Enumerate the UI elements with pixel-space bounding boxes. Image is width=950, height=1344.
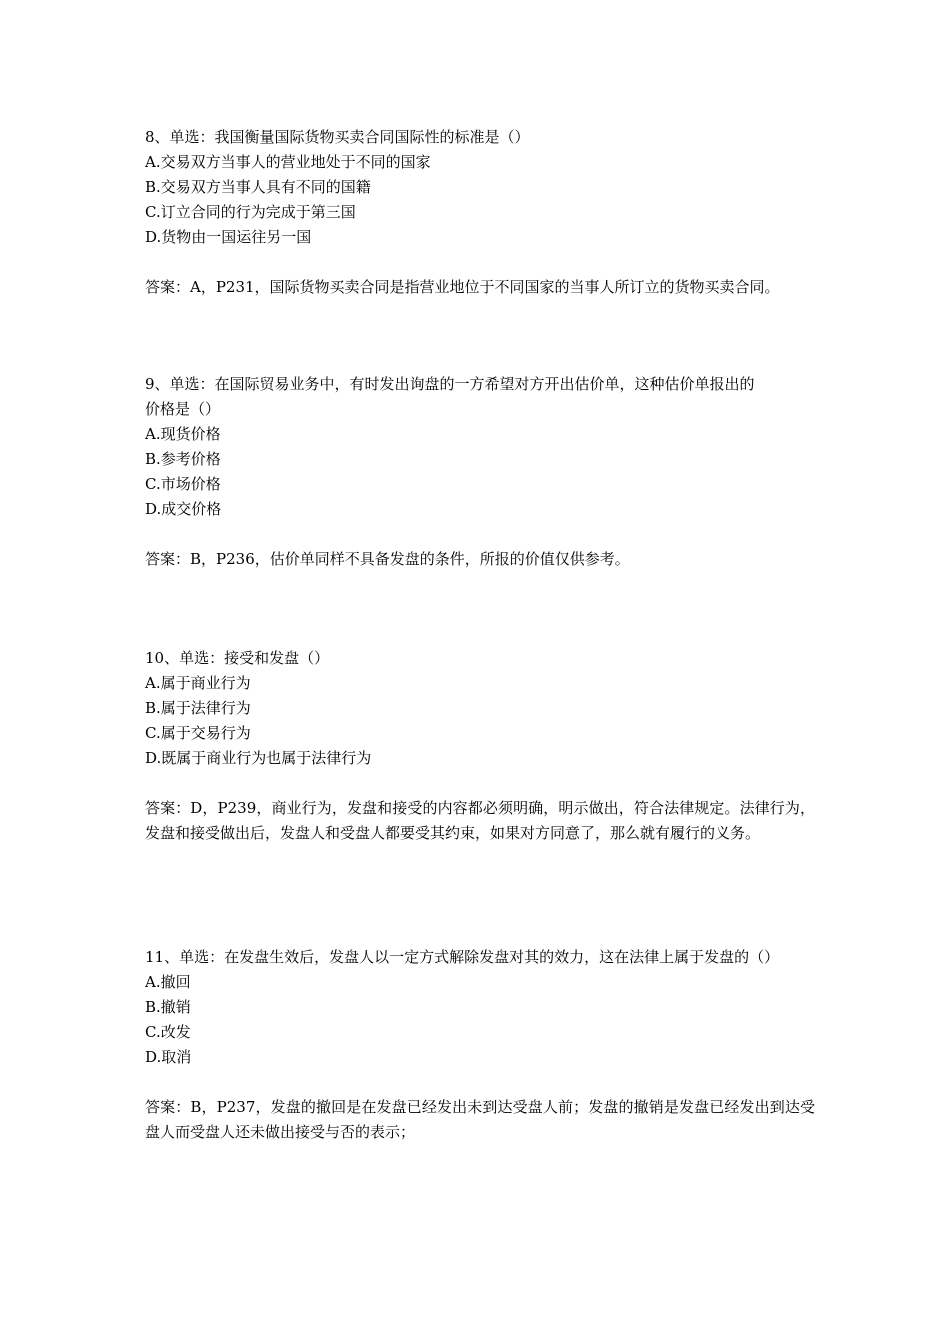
answer-text: 答案：A，P231，国际货物买卖合同是指营业地位于不同国家的当事人所订立的货物买卖合同。 <box>145 278 780 296</box>
question-stem: 10、单选：接受和发盘（） <box>145 649 330 667</box>
question-stem: 8、单选：我国衡量国际货物买卖合同国际性的标准是（） <box>145 128 530 146</box>
option-b: B.属于法律行为 <box>145 699 251 717</box>
question-9 <box>145 372 825 572</box>
answer-text: 答案：B，P236，估价单同样不具备发盘的条件，所报的价值仅供参考。 <box>145 550 630 568</box>
option-b: B.参考价格 <box>145 450 221 468</box>
option-d: D.既属于商业行为也属于法律行为 <box>145 749 372 767</box>
answer-text: 答案：B，P237，发盘的撤回是在发盘已经发出未到达受盘人前；发盘的撤销是发盘已经发出到达受盘人而受盘人还未做出接受与否的表示； <box>145 1098 815 1141</box>
option-c: C.市场价格 <box>145 475 221 493</box>
option-c: C.改发 <box>145 1023 191 1041</box>
question-stem-continued: 价格是（） <box>145 400 221 418</box>
option-a: A.撤回 <box>145 973 191 991</box>
answer-text: 答案：D，P239，商业行为，发盘和接受的内容都必须明确，明示做出，符合法律规定。法律行为，发盘和接受做出后，发盘人和受盘人都要受其约束，如果对方同意了，那么就有履行的义务。 <box>145 799 815 842</box>
question-11 <box>145 945 825 1145</box>
option-d: D.货物由一国运往另一国 <box>145 228 312 246</box>
option-c: C.属于交易行为 <box>145 724 251 742</box>
option-a: A.属于商业行为 <box>145 674 251 692</box>
option-d: D.成交价格 <box>145 500 222 518</box>
option-c: C.订立合同的行为完成于第三国 <box>145 203 356 221</box>
question-10 <box>145 646 825 846</box>
option-a: A.交易双方当事人的营业地处于不同的国家 <box>145 153 431 171</box>
question-8 <box>145 125 825 300</box>
question-stem: 11、单选：在发盘生效后，发盘人以一定方式解除发盘对其的效力，这在法律上属于发盘的（） <box>145 948 780 966</box>
question-stem: 9、单选：在国际贸易业务中，有时发出询盘的一方希望对方开出估价单，这种估价单报出的 <box>145 375 755 393</box>
option-d: D.取消 <box>145 1048 192 1066</box>
option-a: A.现货价格 <box>145 425 221 443</box>
option-b: B.交易双方当事人具有不同的国籍 <box>145 178 371 196</box>
option-b: B.撤销 <box>145 998 191 1016</box>
